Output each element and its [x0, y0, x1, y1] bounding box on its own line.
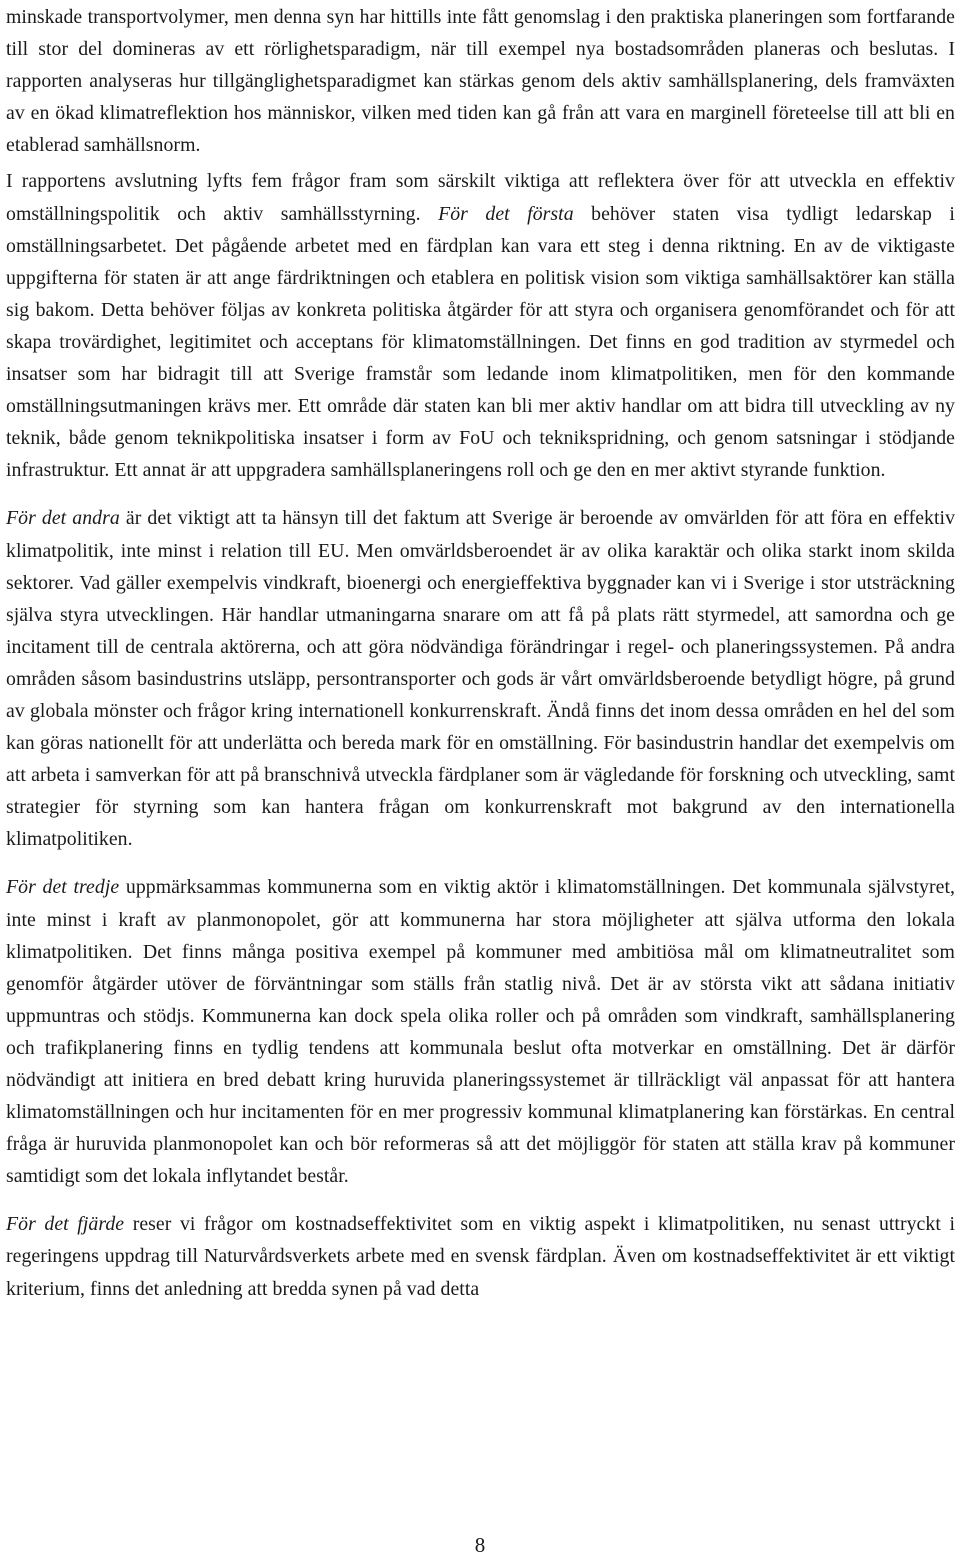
paragraph-1 [6, 1, 955, 161]
document-page [6, 0, 955, 1305]
paragraph-5 [6, 1208, 955, 1304]
paragraph-5-text: reser vi frågor om kostnadseffektivitet som en viktig aspekt i klimatpolitiken, nu senast uttryckt i regeringens uppdrag till Naturvårdsverkets arbete med en svensk färdplan. Även om kostnadseffektivitet är ett viktigt kriterium, finns det anledning att bredda synen på vad detta [6, 1213, 955, 1300]
page-number: 8 [474, 1533, 486, 1557]
paragraph-3-italic-lead: För det andra [6, 507, 120, 530]
paragraph-4 [6, 871, 955, 1192]
paragraph-1-text: minskade transportvolymer, men denna syn har hittills inte fått genomslag i den praktiska planeringen som fortfarande till stor del domineras av ett rörlighetsparadigm, när till exempel nya bostadsområden planeras och beslutas. I rapporten analyseras hur tillgänglighetsparadigmet kan stärkas genom dels aktiv samhällsplanering, dels framväxten av en ökad klimatreflektion hos människor, vilken med tiden kan gå från att vara en marginell företeelse till att bli en etablerad samhällsnorm. [6, 6, 955, 157]
paragraph-3 [6, 502, 955, 855]
paragraph-5-italic-lead: För det fjärde [6, 1213, 125, 1236]
paragraph-4-italic-lead: För det tredje [6, 876, 120, 899]
paragraph-2-italic-lead: För det första [438, 202, 574, 225]
paragraph-2-text-b: behöver staten visa tydligt ledarskap i omställningsarbetet. Det pågående arbetet med en färdplan kan vara ett steg i denna riktning. En av de viktigaste uppgifterna för staten är att ange färdriktningen och etablera en politisk vision som viktiga samhällsaktörer kan ställa sig bakom. Detta behöver följas av konkreta politiska åtgärder för att styra och organisera genomförandet och för att skapa trovärdighet, legitimitet och acceptans för klimatomställningen. Det finns en god tradition av styrmedel och insatser som har bidragit till att Sverige framstår som ledande inom klimatpolitiken, men för den kommande omställningsutmaningen krävs mer. Ett område där staten kan bli mer aktiv handlar om att bidra till utveckling av ny teknik, både genom teknikpolitiska insatser i form av FoU och teknikspridning, och genom satsningar i stödjande infrastruktur. Ett annat är att uppgradera samhällsplaneringens roll och ge den en mer aktivt styrande funktion. [6, 202, 955, 482]
paragraph-3-text: är det viktigt att ta hänsyn till det faktum att Sverige är beroende av omvärlden för att föra en effektiv klimatpolitik, inte minst i relation till EU. Men omvärldsberoendet är av olika karaktär och olika starkt inom skilda sektorer. Vad gäller exempelvis vindkraft, bioenergi och energieffektiva byggnader kan vi i Sverige i stor utsträckning själva styra utvecklingen. Här handlar utmaningarna snarare om att få på plats rätt styrmedel, att samordna och ge incitament till de centrala aktörerna, och att göra nödvändiga förändringar i regel- och planeringssystemen. På andra områden såsom basindustrins utsläpp, persontransporter och gods är vårt omvärldsberoende betydligt högre, på grund av globala mönster och frågor kring internationell konkurrenskraft. Ändå finns det inom dessa områden en hel del som kan göras nationellt för att underlätta och bereda mark för en omställning. För basindustrin handlar det exempelvis om att arbeta i samverkan för att på branschnivå utveckla färdplaner som är vägledande för forskning och utveckling, samt strategier för styrning som kan hantera frågan om konkurrenskraft mot bakgrund av den internationella klimatpolitiken. [6, 507, 956, 851]
paragraph-4-text: uppmärksammas kommunerna som en viktig aktör i klimatomställningen. Det kommunala självstyret, inte minst i kraft av planmonopolet, gör att kommunerna har stora möjligheter att själva utforma den lokala klimatpolitiken. Det finns många positiva exempel på kommuner med ambitiösa mål om klimatneutralitet som genomför åtgärder utöver de förväntningar som ställs från statlig nivå. Det är av största vikt att sådana initiativ uppmuntras och stödjs. Kommunerna kan dock spela olika roller och på områden som vindkraft, samhällsplanering och trafikplanering finns en tydlig tendens att kommunala beslut ofta motverkar en omställning. Det är därför nödvändigt att initiera en bred debatt kring huruvida planeringssystemet är tillräckligt väl anpassat för att hantera klimatomställningen och hur incitamenten för en mer progressiv kommunal klimatplanering kan förstärkas. En central fråga är huruvida planmonopolet kan och bör reformeras så att det möjliggör för staten att ställa krav på kommuner samtidigt som det lokala inflytandet består. [6, 876, 955, 1188]
paragraph-2-text-a: I rapportens avslutning lyfts fem frågor fram som särskilt viktiga att reflektera över för att utveckla en effektiv omställningspolitik och aktiv samhällsstyrning. [6, 170, 955, 225]
paragraph-2 [6, 165, 955, 486]
